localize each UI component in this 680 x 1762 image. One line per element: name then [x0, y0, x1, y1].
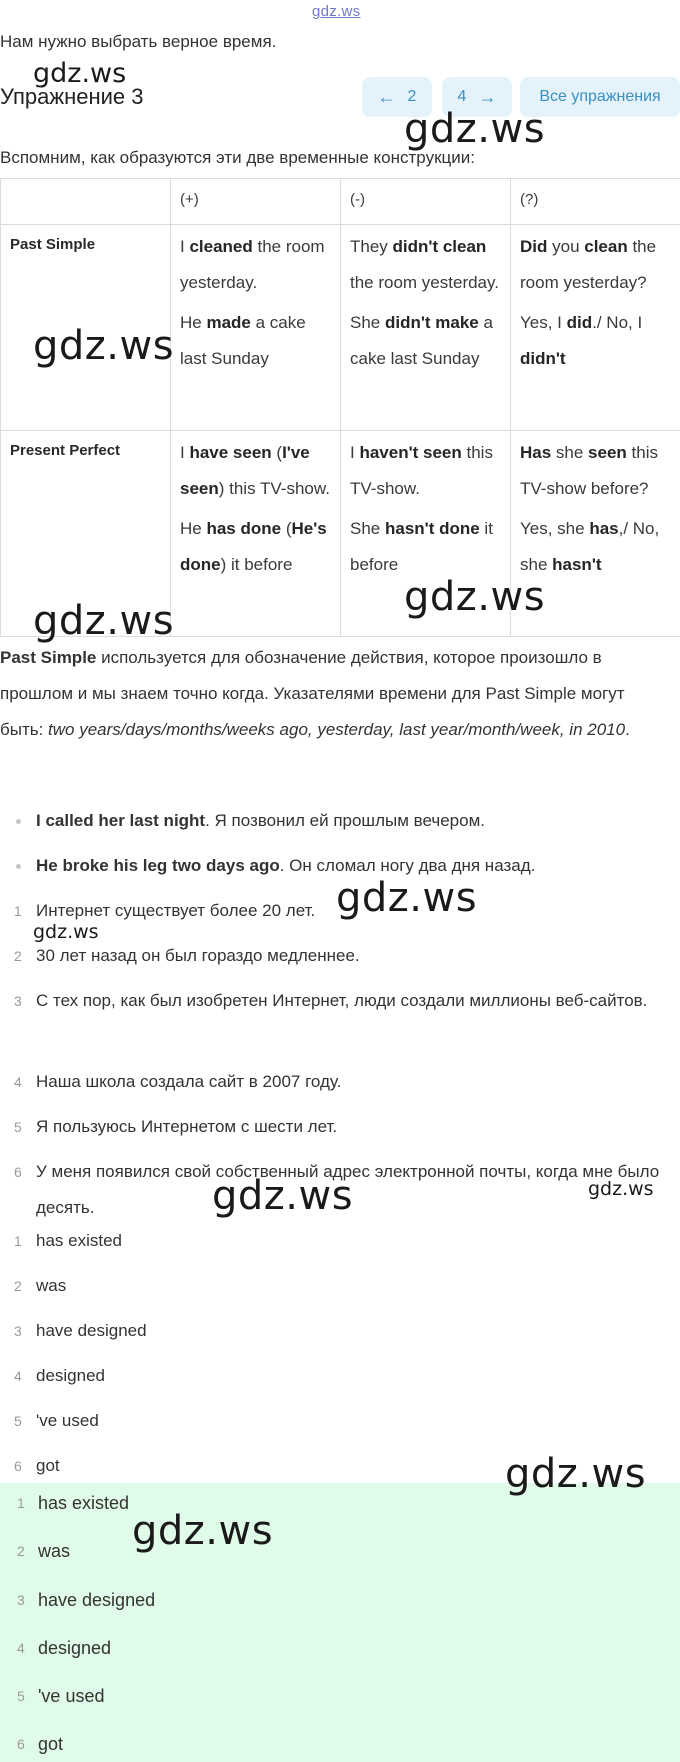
item-number: 6 — [14, 1458, 22, 1474]
explanation-text: используется для обозначение действия, которое произошло в прошлом и мы знаем точно когда. Указателями времени для Past Simple могут быть: — [0, 648, 625, 739]
cell-example: He made a cake last Sunday — [180, 313, 306, 368]
list-item: 2 was — [0, 1268, 672, 1313]
table-header-cell: (?) — [511, 179, 680, 225]
watermark: gdz.ws — [132, 1508, 274, 1554]
list-item: 5 've used — [0, 1403, 672, 1448]
watermark: gdz.ws — [212, 1173, 354, 1219]
time-markers: two years/days/months/weeks ago, yesterday, last year/month/week, in 2010 — [48, 720, 626, 739]
table-cell — [171, 431, 341, 637]
explanation-end: . — [625, 720, 630, 739]
item-number: 2 — [14, 948, 22, 964]
list-item: 6 У меня появился свой собственный адрес электронной почты, когда мне было десять. — [0, 1154, 672, 1235]
list-item: 1 has existed — [0, 1223, 672, 1268]
list-item: 2 30 лет назад он был гораздо медленнее. — [0, 938, 672, 983]
table-cell — [171, 225, 341, 431]
item-number: 5 — [17, 1688, 25, 1704]
prev-exercise-label: 2 — [407, 88, 417, 105]
list-item: 4 designed — [0, 1358, 672, 1403]
watermark: gdz.ws — [588, 1178, 654, 1200]
item-number: 3 — [14, 1323, 22, 1339]
cell-example: Did you clean the room yesterday? — [520, 237, 657, 292]
cell-example: Yes, she has,/ No, she hasn't — [520, 519, 660, 574]
bullet-icon — [16, 864, 21, 869]
table-header-cell: (-) — [341, 179, 511, 225]
tenses-table — [0, 178, 680, 637]
table-cell — [341, 225, 511, 431]
list-item: I called her last night. Я позвонил ей прошлым вечером. — [0, 803, 672, 848]
cell-example: He has done (He's done) it before — [180, 519, 327, 574]
list-item: 4 Наша школа создала сайт в 2007 году. — [0, 1064, 672, 1109]
table-cell — [511, 225, 680, 431]
cell-example: I cleaned the room yesterday. — [180, 237, 325, 292]
list-item: 5 Я пользуюсь Интернетом с шести лет. — [0, 1109, 672, 1154]
cell-example: She hasn't done it before — [350, 519, 493, 574]
arrow-left-icon: ← — [377, 86, 396, 107]
cell-example: She didn't make a cake last Sunday — [350, 313, 493, 368]
watermark: gdz.ws — [33, 598, 175, 644]
intro-text: Нам нужно выбрать верное время. — [0, 32, 277, 51]
all-exercises-label: Все упражнения — [539, 88, 661, 105]
list-item: 3 have designed — [0, 1313, 672, 1358]
item-number: 5 — [14, 1413, 22, 1429]
explanation-paragraph — [0, 640, 672, 748]
cell-example: I have seen (I've seen) this TV-show. — [180, 443, 330, 498]
item-number: 4 — [14, 1074, 22, 1090]
cell-example: Yes, I did./ No, I didn't — [520, 313, 643, 368]
item-number: 6 — [14, 1164, 22, 1180]
next-exercise-label: 4 — [457, 88, 467, 105]
watermark: gdz.ws — [404, 574, 546, 620]
cell-example: I haven't seen this TV-show. — [350, 443, 493, 498]
cell-example: Has she seen this TV-show before? — [520, 443, 658, 498]
watermark: gdz.ws — [33, 323, 175, 369]
row-label: Past Simple — [1, 225, 171, 431]
explanation-term: Past Simple — [0, 648, 97, 667]
list-item: 3 С тех пор, как был изобретен Интернет, люди создали миллионы веб-сайтов. — [0, 983, 672, 1064]
list-item: 1 Интернет существует более 20 лет. — [0, 893, 672, 938]
item-number: 2 — [14, 1278, 22, 1294]
watermark: gdz.ws — [404, 106, 546, 152]
site-link[interactable]: gdz.ws — [312, 3, 361, 20]
item-number: 1 — [14, 1233, 22, 1249]
item-number: 1 — [17, 1495, 25, 1511]
answer-panel: 1 has existed 2 was 3 have designed 4 designed 5 've used 6 got — [0, 1483, 680, 1762]
item-number: 2 — [17, 1543, 25, 1559]
item-number: 5 — [14, 1119, 22, 1135]
cell-example: They didn't clean the room yesterday. — [350, 237, 499, 292]
exercise-title: Упражнение 3 — [0, 84, 144, 109]
recall-text: Вспомним, как образуются эти две временные конструкции: — [0, 148, 475, 167]
item-number: 3 — [14, 993, 22, 1009]
item-number: 6 — [17, 1736, 25, 1752]
arrow-right-icon: → — [478, 86, 497, 107]
list-item: He broke his leg two days ago. Он сломал ногу два дня назад. — [0, 848, 672, 893]
row-label: Present Perfect — [1, 431, 171, 637]
table-header-row — [1, 179, 680, 225]
table-header-cell — [1, 179, 171, 225]
watermark: gdz.ws — [505, 1451, 647, 1497]
item-number: 4 — [17, 1640, 25, 1656]
table-header-cell: (+) — [171, 179, 341, 225]
watermark: gdz.ws — [336, 875, 478, 921]
item-number: 4 — [14, 1368, 22, 1384]
bullet-icon — [16, 819, 21, 824]
watermark: gdz.ws — [33, 921, 99, 943]
watermark: gdz.ws — [33, 58, 127, 89]
item-number: 3 — [17, 1592, 25, 1608]
item-number: 1 — [14, 903, 22, 919]
list-item: 6 got — [0, 1448, 672, 1493]
